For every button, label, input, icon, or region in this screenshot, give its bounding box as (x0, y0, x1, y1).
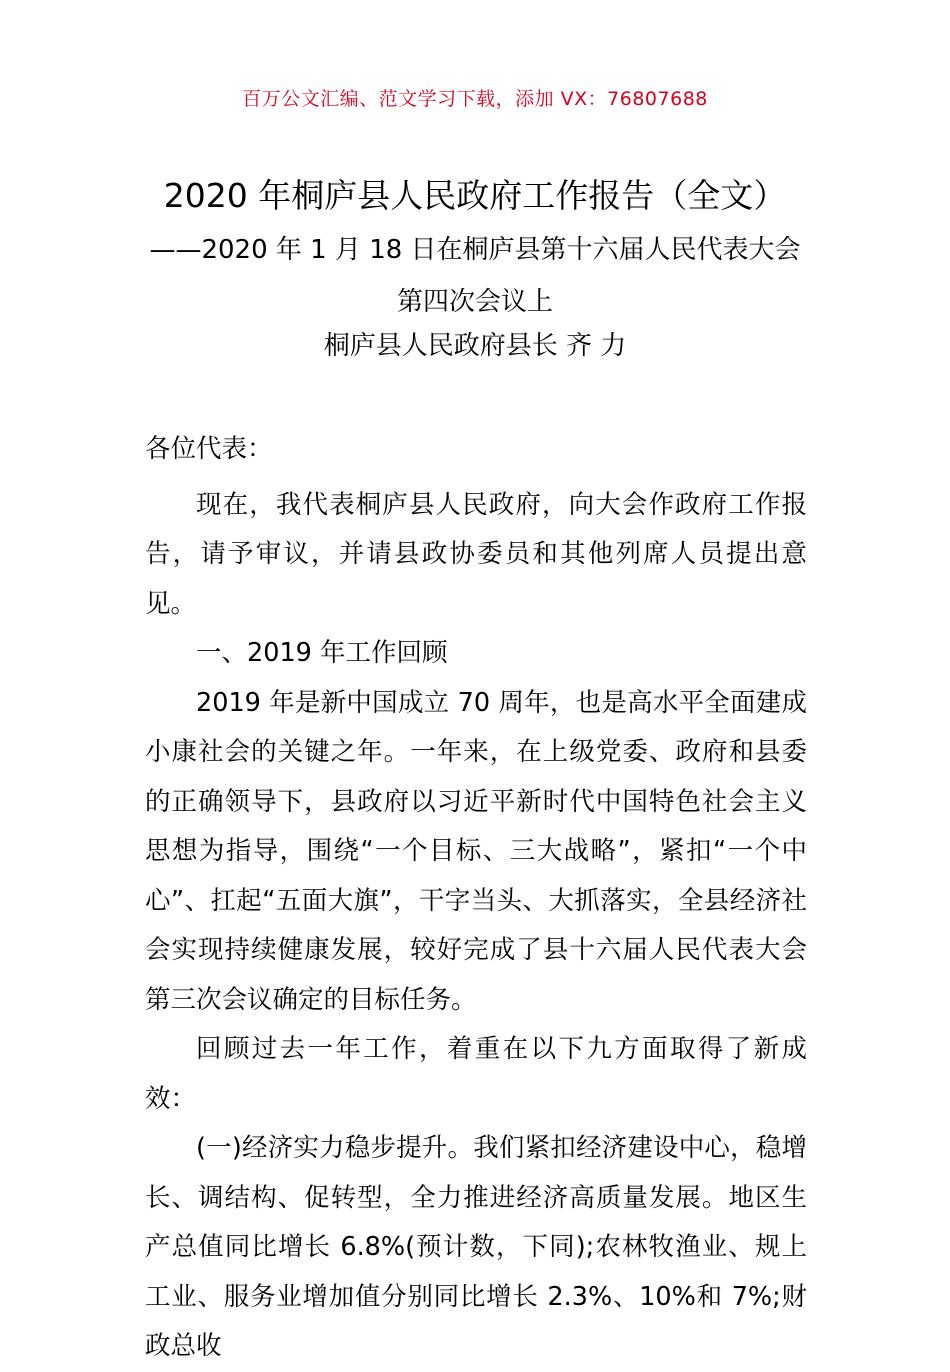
document-subtitle: ——2020 年 1 月 18 日在桐庐县第十六届人民代表大会第四次会议上 (149, 235, 801, 317)
document-body (145, 425, 807, 1372)
paragraph: (一)经济实力稳步提升。我们紧扣经济建设中心，稳增长、调结构、促转型，全力推进经济高质量发展。地区生产总值同比增长 6.8%(预计数，下同);农林牧渔业、规上工业、服务业增加值分别同比增长 2.3%、10%和 7%;财政总收 (145, 1133, 807, 1361)
salutation: 各位代表： (145, 434, 273, 464)
section-heading: 一、2019 年工作回顾 (196, 638, 448, 668)
watermark-banner: 百万公文汇编、范文学习下载，添加 VX：76807688 (242, 88, 708, 110)
paragraph: 2019 年是新中国成立 70 周年，也是高水平全面建成小康社会的关键之年。一年来，在上级党委、政府和县委的正确领导下，县政府以习近平新时代中国特色社会主义思想为指导，围绕“一个目标、三大战略”，紧扣“一个中心”、扛起“五面大旗”，干字当头、大抓落实，全县经济社会实现持续健康发展，较好完成了县十六届人民代表大会第三次会议确定的目标任务。 (145, 687, 807, 1015)
document-title: 2020 年桐庐县人民政府工作报告（全文） (163, 176, 787, 215)
document-author: 桐庐县人民政府县长 齐 力 (323, 331, 627, 361)
paragraph: 现在，我代表桐庐县人民政府，向大会作政府工作报告，请予审议，并请县政协委员和其他列席人员提出意见。 (145, 489, 807, 619)
paragraph: 回顾过去一年工作，着重在以下九方面取得了新成效： (145, 1034, 807, 1114)
